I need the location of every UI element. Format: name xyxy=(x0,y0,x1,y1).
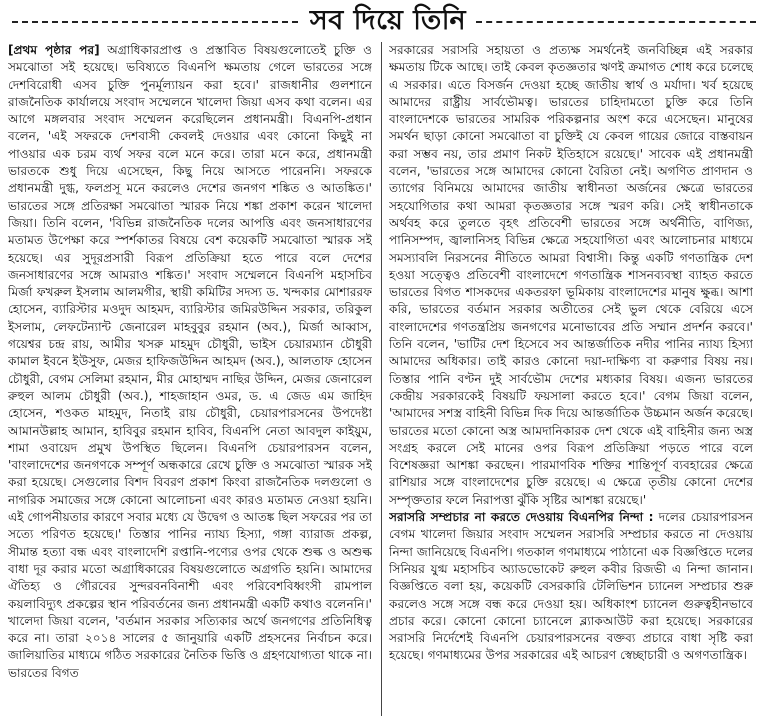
page-header xyxy=(6,4,756,38)
article-column-left xyxy=(8,42,372,718)
article-paragraph: সরকারের সরাসরি সহায়তা ও প্রত্যক্ষ সমর্থনেই জনবিচ্ছিন্ন এই সরকার ক্ষমতায় টিকে আছে। তাই কেবল কৃতজ্ঞতার ঋণই ক্রমাগত শোধ করে চলেছে এ সরকার। এতে বিসর্জন দেওয়া হচ্ছে জাতীয় স্বার্থ ও মর্যাদা। খর্ব হয়েছে আমাদের রাষ্ট্রীয় সার্বভৌমত্ব। ভারতের চাহিদামতো চুক্তি করে তিনি বাংলাদেশকে ভারতের সামরিক পরিকল্পনার অংশ করে এসেছেন। মানুষের সমর্থন ছাড়া কোনো সমঝোতা বা চুক্তিই যে কেবল গায়ের জোরে বাস্তবায়ন করা সম্ভব নয়, তার প্রমাণ নিকট ইতিহাসে রয়েছে।' সাবেক এই প্রধানমন্ত্রী বলেন, 'ভারতের সঙ্গে আমাদের কোনো বৈরিতা নেই। অগণিত প্রাণদান ও ত্যাগের বিনিময়ে আমাদের জাতীয় স্বাধীনতা অর্জনের ক্ষেত্রে ভারতের সহযোগিতার কথা আমরা কৃতজ্ঞতার সঙ্গে স্মরণ করি। সেই স্বাধীনতাকে অর্থবহ করে তুলতে বৃহৎ প্রতিবেশী ভারতের সঙ্গে অর্থনীতি, বাণিজ্য, পানিসম্পদ, জ্বালানিসহ বিভিন্ন ক্ষেত্রে সহযোগিতা এবং আলোচনার মাধ্যমে সমস্যাবলি নিরসনের নীতিতে আমরা বিশ্বাসী। কিন্তু একটি গণতান্ত্রিক দেশ হওয়া সত্ত্বেও প্রতিবেশী বাংলাদেশে গণতান্ত্রিক শাসনব্যবস্থা ব্যাহত করতে ভারতের বিগত শাসকদের একতরফা ভূমিকায় বাংলাদেশের মানুষ ক্ষুব্ধ। আশা করি, ভারতের বর্তমান সরকার অতীতের সেই ভুল থেকে বেরিয়ে এসে বাংলাদেশের গণতন্ত্রপ্রিয় জনগণের মনোভাবের প্রতি সম্মান প্রদর্শন করবে।' তিনি বলেন, 'ভাটির দেশ হিসেবে সব আন্তর্জাতিক নদীর পানির ন্যায্য হিস্যা আমাদের অধিকার। তাই কারও কোনো দয়া-দাক্ষিণ্য বা করুণার বিষয় নয়। তিস্তার পানি বণ্টন দুই সার্বভৌম দেশের মধ্যকার বিষয়। এজন্য ভারতের কেন্দ্রীয় সরকারকেই বিষয়টি ফয়সালা করতে হবে।' বেগম জিয়া বলেন, 'আমাদের সশস্ত্র বাহিনী বিভিন্ন দিক দিয়ে আন্তর্জাতিক উচ্চমান অর্জন করেছে। ভারতের মতো কোনো অস্ত্র আমদানিকারক দেশ থেকে এই বাহিনীর জন্য অস্ত্র সংগ্রহ করলে সেই মানের ওপর বিরূপ প্রতিক্রিয়া পড়তে পারে বলে বিশেষজ্ঞরা আশঙ্কা করছেন। পারমাণবিক শক্তির শান্তিপূর্ণ ব্যবহারের ক্ষেত্রে রাশিয়ার সঙ্গে বাংলাদেশের চুক্তি রয়েছে। এ ক্ষেত্রে তৃতীয় কোনো দেশের সম্পৃক্ততার ফলে নিরাপত্তা ঝুঁকি সৃষ্টির আশঙ্কা রয়েছে।' xyxy=(389,43,753,507)
continuation-lead: [প্রথম পৃষ্ঠার পর] xyxy=(8,43,100,57)
article-paragraph xyxy=(389,509,753,665)
column-divider xyxy=(381,42,382,716)
article-paragraph xyxy=(8,42,372,682)
article-text: দলের চেয়ারপারসন বেগম খালেদা জিয়ার সংবাদ সম্মেলন সরাসরি সম্প্রচার করতে না দেওয়ায় নিন্দা জানিয়েছে বিএনপি। গতকাল গণমাধ্যমে পাঠানো এক বিজ্ঞপ্তিতে দলের সিনিয়র যুগ্ম মহাসচিব অ্যাডভোকেট রুহুল কবীর রিজভী এ নিন্দা জানান। বিজ্ঞপ্তিতে বলা হয়, কয়েকটি বেসরকারি টেলিভিশন চ্যানেল সম্প্রচার শুরু করলেও সঙ্গে সঙ্গে বন্ধ করে দেওয়া হয়। অধিকাংশ চ্যানেল গুরুত্বহীনভাবে প্রচার করে। কোনো কোনো চ্যানেলে ব্ল্যাকআউট করা হয়েছে। সরকারের সরাসরি নির্দেশেই বিএনপি চেয়ারপারসনের বক্তব্য প্রচারে বাধা সৃষ্টি করা হয়েছে। গণমাধ্যমের উপর সরকারের এই আচরণ স্বেচ্ছাচারী ও অগণতান্ত্রিক। xyxy=(389,510,753,663)
subheading: সরাসরি সম্প্রচার না করতে দেওয়ায় বিএনপির নিন্দা : xyxy=(389,510,654,525)
page-title: সব দিয়ে তিনি xyxy=(309,5,467,36)
article-text: অগ্রাধিকারপ্রাপ্ত ও প্রস্তাবিত বিষয়গুলোতেই চুক্তি ও সমঝোতা সই হয়েছে। ভবিষ্যতে বিএনপি ক্ষমতায় গেলে ভারতের সঙ্গে দেশবিরোধী এসব চুক্তি পুনর্মূল্যায়ন করা হবে।' রাজধানীর গুলশানে রাজনৈতিক কার্যালয়ে সংবাদ সম্মেলনে খালেদা জিয়া এসব কথা বলেন। এর আগে মঙ্গলবার সংবাদ সম্মেলন করেছিলেন প্রধানমন্ত্রী। বিএনপি-প্রধান বলেন, 'এই সফরকে দেশবাসী কেবলই দেওয়ার এবং কোনো কিছুই না পাওয়ার এক চরম ব্যর্থ সফর বলে মনে করে। তারা মনে করে, প্রধানমন্ত্রী ভারতকে শুধু দিয়ে এসেছেন, কিছু নিয়ে আসতে পারেননি। সফরকে প্রধানমন্ত্রী দুগ্ধ, ফলপ্রসূ মনে করলেও দেশের জনগণ শঙ্কিত ও আতঙ্কিত।' ভারতের সঙ্গে প্রতিরক্ষা সমঝোতা স্মারক নিয়ে শঙ্কা প্রকাশ করেন খালেদা জিয়া। তিনি বলেন, 'বিভিন্ন রাজনৈতিক দলের আপত্তি এবং জনসাধারণের মতামত উপেক্ষা করে স্পর্শকাতর বিষয়ে বেশ কয়েকটি সমঝোতা স্মারক সই হয়েছে। এর সুদূরপ্রসারী বিরূপ প্রতিক্রিয়া হতে পারে বলে দেশের জনসাধারণের সঙ্গে আমরাও শঙ্কিত।' সংবাদ সম্মেলনে বিএনপি মহাসচিব মির্জা ফখরুল ইসলাম আলমগীর, স্থায়ী কমিটির সদস্য ড. খন্দকার মোশাররফ হোসেন, ব্যারিস্টার মওদুদ আহমদ, ব্যারিস্টার জমিরউদ্দিন সরকার, তরিকুল ইসলাম, লেফটেন্যান্ট জেনারেল মাহবুবুর রহমান (অব.), মির্জা আব্বাস, গয়েশ্বর চন্দ্র রায়, আমীর খসরু মাহমুদ চৌধুরী, ভাইস চেয়ারম্যান চৌধুরী কামাল ইবনে ইউসুফ, মেজর হাফিজউদ্দিন আহমদ (অব.), আলতাফ হোসেন চৌধুরী, বেগম সেলিমা রহমান, মীর মোহাম্মদ নাছির উদ্দিন, মেজর জেনারেল রুহুল আলম চৌধুরী (অব.), শাহজাহান ওমর, ড. এ জেড এম জাহিদ হোসেন, শওকত মাহমুদ, নিতাই রায় চৌধুরী, চেয়ারপারসনের উপদেষ্টা আমানউল্লাহ আমান, হাবিবুর রহমান হাবিব, বিএনপি নেতা আবদুল কাইয়ুম, শামা ওবায়েদ প্রমুখ উপস্থিত ছিলেন। বিএনপি চেয়ারপারসন বলেন, 'বাংলাদেশের জনগণকে সম্পূর্ণ অন্ধকারে রেখে চুক্তি ও সমঝোতা স্মারক সই করা হয়েছে। সেগুলোর বিশদ বিবরণ প্রকাশ কিংবা রাজনৈতিক দলগুলো ও নাগরিক সমাজের সঙ্গে কোনো আলোচনা এবং কারও মতামত নেওয়া হয়নি। এই গোপনীয়তার কারণে সবার মধ্যে যে উদ্বেগ ও আতঙ্ক ছিল সফরের পর তা সত্যে পরিণত হয়েছে।' তিস্তার পানির ন্যায্য হিস্যা, গঙ্গা ব্যারাজ প্রকল্প, সীমান্ত হত্যা বন্ধ এবং বাংলাদেশি রপ্তানি-পণ্যের ওপর থেকে শুল্ক ও অশুল্ক বাধা দূর করার মতো অগ্রাধিকারের বিষয়গুলোতে অগ্রগতি হয়নি। আমাদের ঐতিহ্য ও গৌরবের সুন্দরবনবিনাশী এবং পরিবেশবিধ্বংসী রামপাল কয়লাবিদ্যুৎ প্রকল্পের স্থান পরিবর্তনের জন্য প্রধানমন্ত্রী একটি কথাও বলেননি।' খালেদা জিয়া বলেন, 'বর্তমান সরকার সত্যিকার অর্থে জনগণের প্রতিনিধিত্ব করে না। তারা ২০১৪ সালের ৫ জানুয়ারি একটি প্রহসনের নির্বাচন করে। জালিয়াতির মাধ্যমে গঠিত সরকারের নৈতিক ভিত্তি ও গ্রহণযোগ্যতা থাকে না। ভারতের বিগত xyxy=(8,43,372,680)
header-rule-right xyxy=(476,21,756,23)
article-column-right xyxy=(389,42,753,718)
header-rule-left xyxy=(12,21,298,23)
